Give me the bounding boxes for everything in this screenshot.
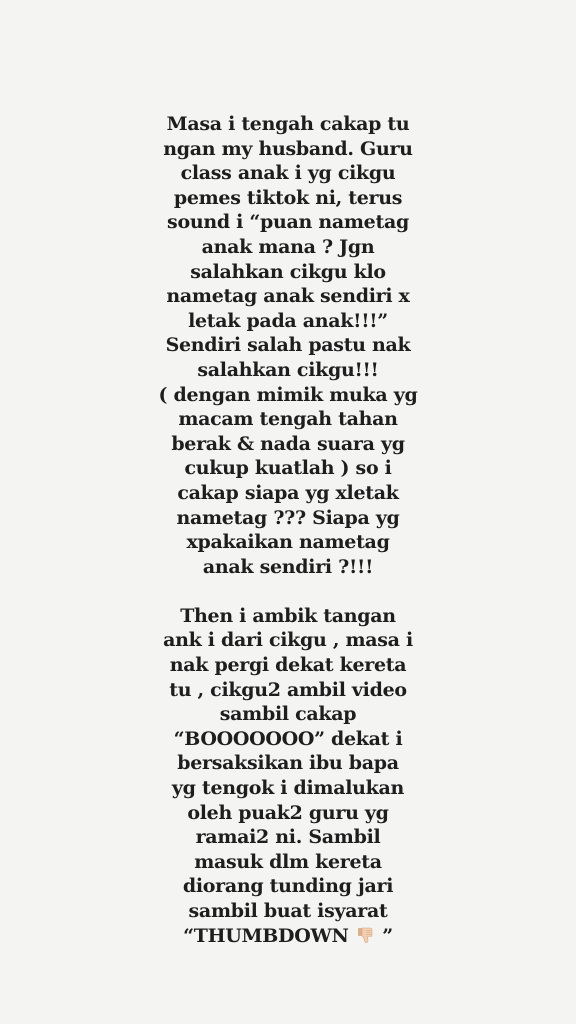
paragraph-1 <box>150 112 426 579</box>
text-line: sambil buat isyarat <box>188 900 388 922</box>
text-line: anak mana ? Jgn <box>201 235 375 258</box>
text-line: macam tengah tahan <box>178 408 398 431</box>
text-line: bersaksikan ibu bapa <box>177 752 399 775</box>
text-line: yg tengok i dimalukan <box>171 777 405 800</box>
text-line: Masa i tengah cakap tu <box>166 113 410 135</box>
text-line: oleh puak2 guru yg <box>187 801 389 824</box>
text-line: xpakaikan nametag <box>186 531 390 554</box>
text-line: salahkan cikgu klo <box>190 260 386 283</box>
last-line-suffix: ” <box>382 924 393 947</box>
last-line <box>150 924 426 949</box>
text-line: Sendiri salah pastu nak <box>165 334 411 357</box>
text-line: salahkan cikgu!!! <box>197 358 379 381</box>
thumbs-down-icon <box>357 926 375 944</box>
text-line: ( dengan mimik muka yg <box>158 383 418 406</box>
text-line: anak sendiri ?!!! <box>202 555 374 578</box>
text-line: berak & nada suara yg <box>171 432 405 455</box>
text-line: nametag ??? Siapa yg <box>176 506 400 529</box>
text-line: “BOOOOOOO” dekat i <box>173 727 403 750</box>
text-line: tu , cikgu2 ambil video <box>169 678 407 701</box>
text-line: sound i “puan nametag <box>167 211 409 234</box>
text-line: sambil cakap <box>219 703 357 726</box>
text-line: ank i dari cikgu , masa i <box>163 629 413 652</box>
text-line: Then i ambik tangan <box>180 604 396 627</box>
text-line: cukup kuatlah ) so i <box>184 457 392 480</box>
text-line: letak pada anak!!!” <box>188 309 388 332</box>
text-line: cakap siapa yg xletak <box>177 481 399 504</box>
text-line: pemes tiktok ni, terus <box>173 186 403 209</box>
paragraph-spacer <box>150 579 426 604</box>
text-line: ramai2 ni. Sambil <box>195 826 381 849</box>
text-line: class anak i yg cikgu <box>180 162 396 185</box>
text-line: diorang tunding jari <box>182 875 394 898</box>
text-line: ngan my husband. Guru <box>163 137 413 160</box>
text-line: nametag anak sendiri x <box>166 285 410 308</box>
last-line-prefix: “THUMBDOWN <box>183 924 349 947</box>
text-line: masuk dlm kereta <box>194 850 382 873</box>
story-text <box>150 112 426 948</box>
text-line: nak pergi dekat kereta <box>169 654 407 677</box>
paragraph-2 <box>150 604 426 948</box>
